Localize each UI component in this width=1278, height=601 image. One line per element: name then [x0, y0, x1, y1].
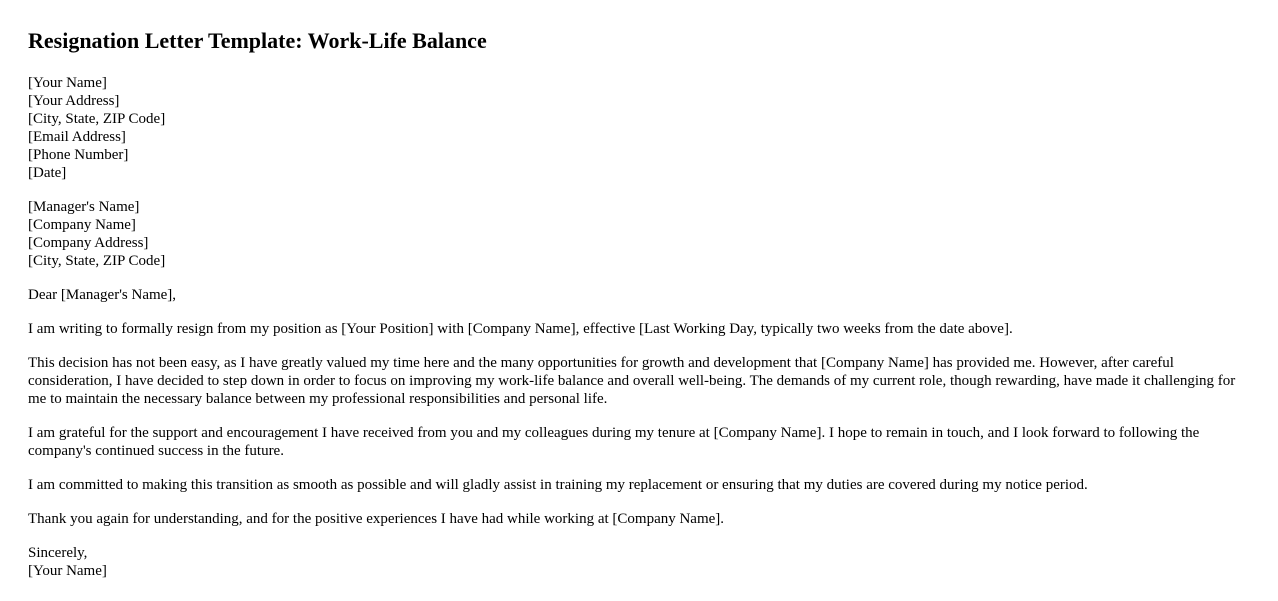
- closing: Sincerely,: [28, 545, 88, 561]
- letter-date: [Date]: [28, 165, 67, 181]
- sender-city-state-zip: [City, State, ZIP Code]: [28, 111, 166, 127]
- recipient-block: [28, 198, 1254, 270]
- sender-phone: [Phone Number]: [28, 147, 129, 163]
- recipient-manager-name: [Manager's Name]: [28, 199, 140, 215]
- sender-block: [28, 74, 1254, 182]
- sender-address: [Your Address]: [28, 93, 120, 109]
- body-paragraph-thanks: Thank you again for understanding, and for the positive experiences I have had while working at [Company Name].: [28, 511, 725, 527]
- letter-document: [28, 0, 1254, 596]
- signature-name: [Your Name]: [28, 563, 107, 579]
- body-paragraph-gratitude: I am grateful for the support and encouragement I have received from you and my colleagues during my tenure at [Company Name]. I hope to remain in touch, and I look forward to following the company's continued success in the future.: [28, 425, 1200, 459]
- salutation: Dear [Manager's Name],: [28, 287, 177, 303]
- body-paragraph-intro: I am writing to formally resign from my position as [Your Position] with [Company Name], effective [Last Working Day, typically two weeks from the date above].: [28, 321, 1013, 337]
- sender-name: [Your Name]: [28, 75, 107, 91]
- body-paragraph-reason: This decision has not been easy, as I have greatly valued my time here and the many opportunities for growth and development that [Company Name] has provided me. However, after careful consideration, I have decided to step down in order to focus on improving my work-life balance and overall well-being. The demands of my current role, though rewarding, have made it challenging for me to maintain the necessary balance between my professional responsibilities and personal life.: [28, 355, 1236, 407]
- sender-email: [Email Address]: [28, 129, 126, 145]
- recipient-city-state-zip: [City, State, ZIP Code]: [28, 253, 166, 269]
- recipient-company-address: [Company Address]: [28, 235, 149, 251]
- recipient-company-name: [Company Name]: [28, 217, 136, 233]
- page-title: Resignation Letter Template: Work-Life Balance: [28, 28, 487, 53]
- signature-block: [28, 544, 1254, 580]
- body-paragraph-transition: I am committed to making this transition as smooth as possible and will gladly assist in training my replacement or ensuring that my duties are covered during my notice period.: [28, 477, 1088, 493]
